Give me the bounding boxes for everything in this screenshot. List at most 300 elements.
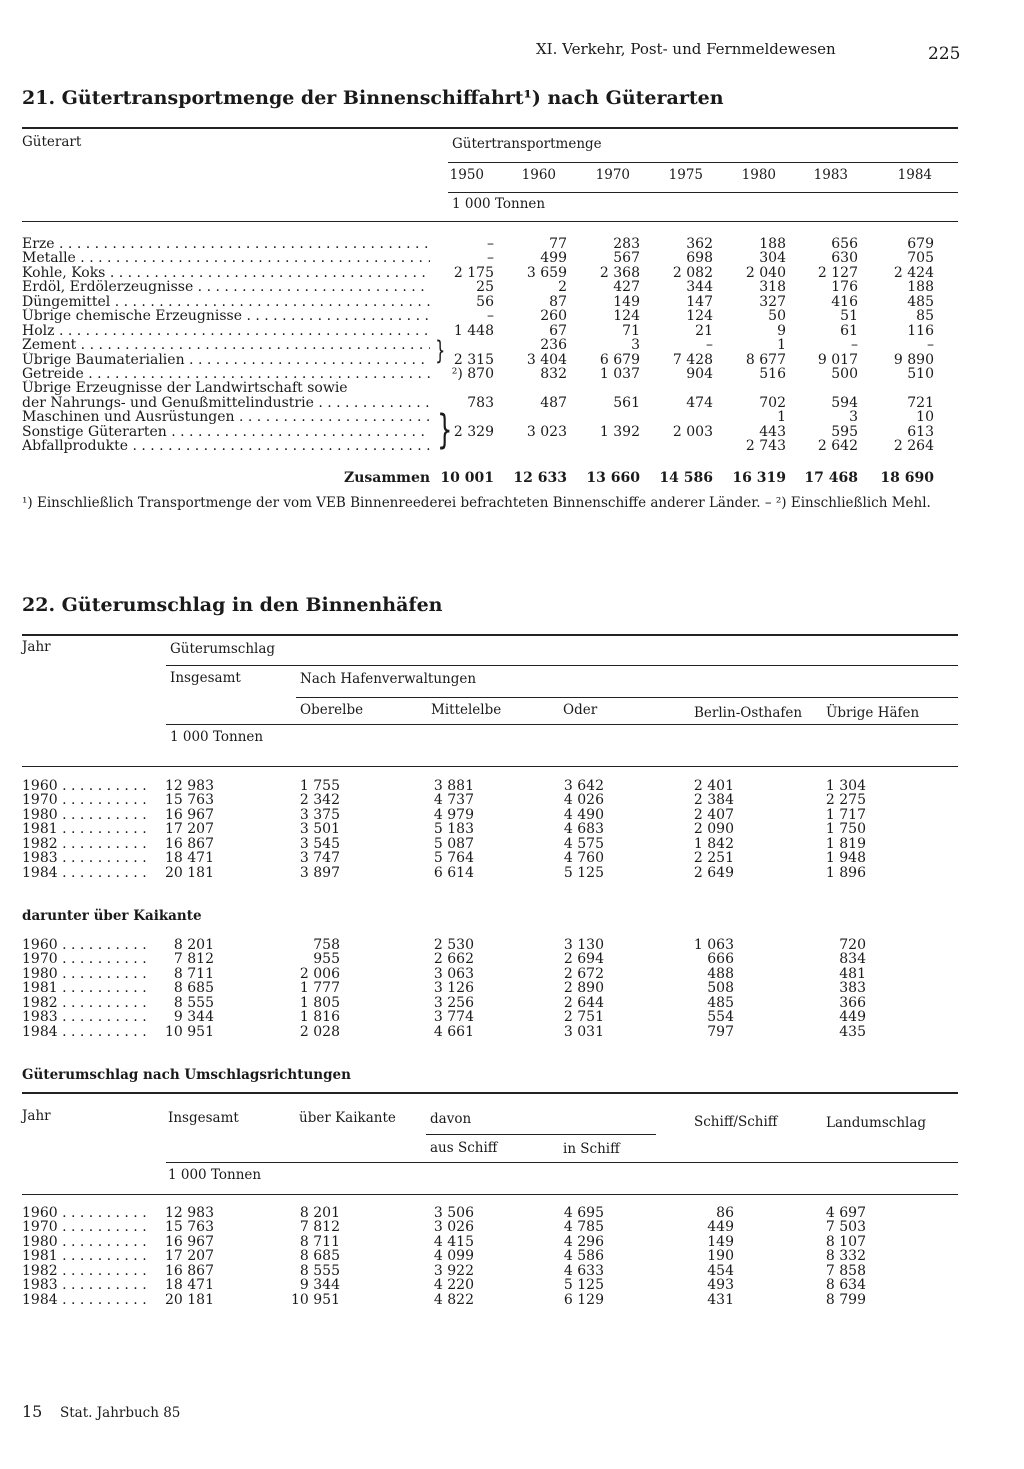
year-cell: 4 760 — [563, 850, 604, 866]
year-row — [0, 792, 1024, 807]
table21-row-label: Übrige Erzeugnisse der Landwirtschaft sowie — [22, 380, 348, 396]
year-label: 1970 . . . — [22, 951, 152, 967]
table21-cell: 485 — [907, 294, 934, 310]
year-cell: 18 471 — [165, 850, 214, 866]
table21-cell: – — [487, 236, 494, 252]
table21-cell: 630 — [831, 250, 858, 266]
year-row — [0, 995, 1024, 1010]
year-cell: 4 415 — [433, 1234, 474, 1250]
year-row — [0, 865, 1024, 880]
year-cell: 4 575 — [563, 836, 604, 852]
table22b-head-bottom-rule — [22, 1194, 958, 1195]
table21-cell: 2 642 — [817, 438, 858, 454]
table21-total-cell: 16 319 — [732, 470, 786, 486]
year-cell: 2 530 — [433, 937, 474, 953]
table21-cell: 783 — [467, 395, 494, 411]
year-label: 1981 . . . — [22, 1248, 152, 1264]
table21-cell: 2 175 — [453, 265, 494, 281]
year-row — [0, 1219, 1024, 1234]
table21-cell: 21 — [695, 323, 713, 339]
footer-number: 15 — [22, 1402, 43, 1421]
table21-row — [0, 424, 1024, 439]
year-cell: 720 — [839, 937, 866, 953]
table21-row — [0, 294, 1024, 309]
year-row — [0, 1248, 1024, 1263]
year-label: 1983 . . . — [22, 1277, 152, 1293]
table21-cell: 61 — [840, 323, 858, 339]
table21-cell: 3 659 — [526, 265, 567, 281]
year-row — [0, 1009, 1024, 1024]
table21-cell: 3 404 — [526, 352, 567, 368]
year-cell: 4 822 — [433, 1292, 474, 1308]
table21-year-header: 1970 — [595, 167, 630, 183]
year-cell: 9 344 — [299, 1277, 340, 1293]
year-cell: 449 — [707, 1219, 734, 1235]
year-cell: 1 842 — [693, 836, 734, 852]
year-cell: 1 750 — [825, 821, 866, 837]
table22b-davon-rule — [426, 1134, 656, 1135]
table21-row — [0, 337, 1024, 352]
table22b-davon: davon — [430, 1111, 472, 1127]
table21-cell: 561 — [613, 395, 640, 411]
table21-cell: 416 — [831, 294, 858, 310]
year-cell: 758 — [313, 937, 340, 953]
table21-cell: 1 448 — [453, 323, 494, 339]
table21-brace-zement: } — [435, 336, 446, 366]
year-cell: 4 586 — [563, 1248, 604, 1264]
table22-port-header: Oder — [563, 702, 598, 718]
table21-cell: 124 — [686, 308, 713, 324]
year-cell: 1 805 — [299, 995, 340, 1011]
table21-row-label: Getreide . . . — [22, 366, 430, 382]
year-cell: 435 — [839, 1024, 866, 1040]
table21-cell: 10 — [916, 409, 934, 425]
table21-total — [0, 470, 1024, 485]
year-cell: 2 090 — [693, 821, 734, 837]
year-cell: 1 304 — [825, 778, 866, 794]
table21-cell: 2 082 — [672, 265, 713, 281]
year-cell: 15 763 — [165, 792, 214, 808]
table21-row — [0, 352, 1024, 367]
year-cell: 2 751 — [563, 1009, 604, 1025]
table21-cell: 2 424 — [893, 265, 934, 281]
year-cell: 2 672 — [563, 966, 604, 982]
table21-group-label: Gütertransportmenge — [452, 136, 602, 152]
table22-port-rule — [166, 724, 958, 725]
table22-kai-label: darunter über Kaikante — [22, 908, 202, 924]
table21-row — [0, 380, 1024, 395]
year-cell: 834 — [839, 951, 866, 967]
table21-cell: 283 — [613, 236, 640, 252]
year-cell: 20 181 — [165, 1292, 214, 1308]
year-cell: 1 777 — [299, 980, 340, 996]
table21-footnote: ¹) Einschließlich Transportmenge der vom VEB Binnenreederei befrachteten Binnenschiffe anderer Länder. – ²) Einschließlich Mehl. — [22, 495, 931, 511]
table21-cell: 327 — [759, 294, 786, 310]
table22-port-header: Oberelbe — [300, 702, 364, 718]
table21-cell: 3 — [849, 409, 858, 425]
table21-cell: 344 — [686, 279, 713, 295]
table21-year-header: 1975 — [668, 167, 703, 183]
table21-cell: 613 — [907, 424, 934, 440]
table21-row — [0, 236, 1024, 251]
year-row — [0, 1024, 1024, 1039]
year-cell: 8 201 — [299, 1205, 340, 1221]
year-row — [0, 807, 1024, 822]
year-cell: 4 683 — [563, 821, 604, 837]
table21-cell: 188 — [759, 236, 786, 252]
table21-year-rule — [448, 192, 958, 193]
year-label: 1984 . . . — [22, 865, 152, 881]
year-cell: 8 201 — [173, 937, 214, 953]
table22-title: 22. Güterumschlag in den Binnenhäfen — [22, 594, 443, 616]
year-cell: 2 644 — [563, 995, 604, 1011]
year-cell: 454 — [707, 1263, 734, 1279]
table22-port-header: Mittelelbe — [431, 702, 502, 718]
table21-total-cell: 17 468 — [804, 470, 858, 486]
table21-cell: 2 127 — [817, 265, 858, 281]
year-cell: 149 — [707, 1234, 734, 1250]
year-cell: 493 — [707, 1277, 734, 1293]
year-cell: 2 407 — [693, 807, 734, 823]
year-cell: 666 — [707, 951, 734, 967]
year-label: 1960 . . . — [22, 937, 152, 953]
table21-cell: 3 023 — [526, 424, 567, 440]
year-cell: 8 332 — [825, 1248, 866, 1264]
year-cell: 3 897 — [299, 865, 340, 881]
table22b-head-rule — [166, 1162, 958, 1163]
table21-total-cell: 13 660 — [586, 470, 640, 486]
table21-row-label: Erze . . . — [22, 236, 430, 252]
table21-cell: 595 — [831, 424, 858, 440]
year-cell: 2 890 — [563, 980, 604, 996]
year-cell: 3 922 — [433, 1263, 474, 1279]
year-cell: 17 207 — [165, 1248, 214, 1264]
year-cell: 3 881 — [433, 778, 474, 794]
year-label: 1980 . . . — [22, 966, 152, 982]
year-cell: 16 967 — [165, 1234, 214, 1250]
table21-cell: 87 — [549, 294, 567, 310]
table21-cell: 51 — [840, 308, 858, 324]
year-cell: 10 951 — [291, 1292, 340, 1308]
year-cell: 4 099 — [433, 1248, 474, 1264]
table21-cell: 149 — [613, 294, 640, 310]
table21-cell: 1 037 — [599, 366, 640, 382]
table21-cell: 116 — [907, 323, 934, 339]
page-number: 225 — [928, 44, 961, 64]
table21-cell: 6 679 — [599, 352, 640, 368]
year-cell: 5 125 — [563, 865, 604, 881]
table21-cell: 427 — [613, 279, 640, 295]
table21-year-header: 1984 — [897, 167, 932, 183]
table21-row-label: Kohle, Koks . . . — [22, 265, 430, 281]
table21-group-rule — [448, 162, 958, 163]
year-cell: 5 764 — [433, 850, 474, 866]
table22b-title: Güterumschlag nach Umschlagsrichtungen — [22, 1067, 351, 1083]
year-label: 1970 . . . — [22, 1219, 152, 1235]
table21-cell: 705 — [907, 250, 934, 266]
table21-row — [0, 250, 1024, 265]
table21-total-label: Zusammen — [344, 470, 431, 486]
year-label: 1984 . . . — [22, 1024, 152, 1040]
table21-row-label: Zement . . . — [22, 337, 430, 353]
table21-row — [0, 323, 1024, 338]
table22-top-rule — [22, 634, 958, 636]
table21-cell: 2 040 — [745, 265, 786, 281]
year-cell: 2 694 — [563, 951, 604, 967]
table21-cell: 56 — [476, 294, 494, 310]
table22-col-label: Jahr — [22, 639, 51, 655]
table21-cell: 904 — [686, 366, 713, 382]
table21-cell: 721 — [907, 395, 934, 411]
table21-row-label: Düngemittel . . . — [22, 294, 430, 310]
year-cell: 1 717 — [825, 807, 866, 823]
year-cell: 8 555 — [173, 995, 214, 1011]
year-cell: 2 401 — [693, 778, 734, 794]
year-cell: 16 967 — [165, 807, 214, 823]
table21-cell: 487 — [540, 395, 567, 411]
year-cell: 1 819 — [825, 836, 866, 852]
year-cell: 4 737 — [433, 792, 474, 808]
table21-cell: 499 — [540, 250, 567, 266]
year-cell: 4 490 — [563, 807, 604, 823]
year-label: 1960 . . . — [22, 1205, 152, 1221]
year-cell: 4 661 — [433, 1024, 474, 1040]
table21-cell: 176 — [831, 279, 858, 295]
year-cell: 1 896 — [825, 865, 866, 881]
table21-row-label: Erdöl, Erdölerzeugnisse . . . — [22, 279, 430, 295]
table21-cell: – — [927, 337, 934, 353]
year-cell: 2 649 — [693, 865, 734, 881]
table21-cell: 188 — [907, 279, 934, 295]
year-row — [0, 836, 1024, 851]
table21-row — [0, 409, 1024, 424]
year-cell: 797 — [707, 1024, 734, 1040]
year-cell: 2 662 — [433, 951, 474, 967]
year-cell: 1 755 — [299, 778, 340, 794]
year-row — [0, 1277, 1024, 1292]
table21-cell: 85 — [916, 308, 934, 324]
table21-row-label: Holz . . . — [22, 323, 430, 339]
year-cell: 8 711 — [299, 1234, 340, 1250]
table21-cell: 3 — [631, 337, 640, 353]
year-cell: 3 545 — [299, 836, 340, 852]
year-label: 1983 . . . — [22, 1009, 152, 1025]
table21-row — [0, 265, 1024, 280]
table21-cell: 832 — [540, 366, 567, 382]
table21-cell: 2 003 — [672, 424, 713, 440]
table21-year-header: 1950 — [449, 167, 484, 183]
year-cell: 190 — [707, 1248, 734, 1264]
table22b-schiff-schiff: Schiff/Schiff — [694, 1114, 778, 1130]
year-label: 1982 . . . — [22, 836, 152, 852]
year-cell: 3 375 — [299, 807, 340, 823]
year-cell: 8 685 — [299, 1248, 340, 1264]
year-row — [0, 980, 1024, 995]
table21-row-label: Abfallprodukte . . . — [22, 438, 430, 454]
table21-cell: ²) 870 — [451, 366, 494, 382]
table21-cell: 1 — [777, 409, 786, 425]
table21-cell: 260 — [540, 308, 567, 324]
year-cell: 8 711 — [173, 966, 214, 982]
year-cell: 3 026 — [433, 1219, 474, 1235]
year-cell: 3 256 — [433, 995, 474, 1011]
year-cell: 3 501 — [299, 821, 340, 837]
table21-row-label: der Nahrungs- und Genußmittelindustrie . . . — [22, 395, 430, 411]
table22-subgroup-label: Nach Hafenverwaltungen — [300, 671, 477, 687]
table21-cell: 2 368 — [599, 265, 640, 281]
table22b-in-schiff: in Schiff — [563, 1141, 620, 1157]
table21-cell: – — [487, 250, 494, 266]
year-cell: 3 642 — [563, 778, 604, 794]
year-row — [0, 1234, 1024, 1249]
year-cell: 2 028 — [299, 1024, 340, 1040]
year-cell: 8 685 — [173, 980, 214, 996]
year-cell: 7 812 — [173, 951, 214, 967]
year-cell: 481 — [839, 966, 866, 982]
year-row — [0, 951, 1024, 966]
year-cell: 7 858 — [825, 1263, 866, 1279]
year-cell: 2 275 — [825, 792, 866, 808]
table22-group-label: Güterumschlag — [170, 641, 276, 657]
table21-cell: 2 315 — [453, 352, 494, 368]
year-cell: 20 181 — [165, 865, 214, 881]
table21-row-label: Übrige Baumaterialien . . . — [22, 352, 430, 368]
table21-cell: 9 890 — [893, 352, 934, 368]
year-cell: 4 026 — [563, 792, 604, 808]
table21-row-label: Maschinen und Ausrüstungen . . . — [22, 409, 430, 425]
table21-total-cell: 18 690 — [880, 470, 934, 486]
year-cell: 4 785 — [563, 1219, 604, 1235]
table21-cell: 2 264 — [893, 438, 934, 454]
year-cell: 8 634 — [825, 1277, 866, 1293]
year-label: 1982 . . . — [22, 995, 152, 1011]
table22-head-bottom-rule — [22, 766, 958, 767]
table21-cell: – — [487, 308, 494, 324]
table21-cell: 124 — [613, 308, 640, 324]
year-cell: 5 125 — [563, 1277, 604, 1293]
table21-cell: – — [851, 337, 858, 353]
year-cell: 3 063 — [433, 966, 474, 982]
year-cell: 4 695 — [563, 1205, 604, 1221]
year-cell: 2 342 — [299, 792, 340, 808]
table21-row — [0, 395, 1024, 410]
table21-cell: 67 — [549, 323, 567, 339]
year-label: 1982 . . . — [22, 1263, 152, 1279]
year-row — [0, 1205, 1024, 1220]
table21-cell: – — [706, 337, 713, 353]
table21-cell: 656 — [831, 236, 858, 252]
year-cell: 16 867 — [165, 836, 214, 852]
table22b-aus-schiff: aus Schiff — [430, 1140, 498, 1156]
year-cell: 5 087 — [433, 836, 474, 852]
year-label: 1980 . . . — [22, 807, 152, 823]
year-label: 1980 . . . — [22, 1234, 152, 1250]
table21-row-label: Übrige chemische Erzeugnisse . . . — [22, 308, 430, 324]
table21-year-header: 1960 — [521, 167, 556, 183]
year-cell: 4 220 — [433, 1277, 474, 1293]
table21-year-header: 1980 — [741, 167, 776, 183]
table21-cell: 500 — [831, 366, 858, 382]
table21-cell: 147 — [686, 294, 713, 310]
year-cell: 366 — [839, 995, 866, 1011]
table21-cell: 318 — [759, 279, 786, 295]
year-cell: 383 — [839, 980, 866, 996]
table21-cell: 702 — [759, 395, 786, 411]
table21-cell: 567 — [613, 250, 640, 266]
table21-top-rule — [22, 127, 958, 129]
table21-row-label: Sonstige Güterarten . . . — [22, 424, 430, 440]
year-cell: 12 983 — [165, 778, 214, 794]
table21-cell: 474 — [686, 395, 713, 411]
year-cell: 2 384 — [693, 792, 734, 808]
table21-total-cell: 12 633 — [513, 470, 567, 486]
table21-cell: 7 428 — [672, 352, 713, 368]
table21-cell: 679 — [907, 236, 934, 252]
table21-cell: 2 329 — [453, 424, 494, 440]
table22b-landumschlag: Landumschlag — [826, 1115, 927, 1131]
year-row — [0, 778, 1024, 793]
table21-total-cell: 10 001 — [440, 470, 494, 486]
table21-cell: 304 — [759, 250, 786, 266]
table21-cell: 594 — [831, 395, 858, 411]
table22-subgroup-rule — [296, 697, 958, 698]
table21-year-header: 1983 — [813, 167, 848, 183]
table21-cell: 2 — [558, 279, 567, 295]
table22b-top-rule — [22, 1092, 958, 1094]
year-label: 1970 . . . — [22, 792, 152, 808]
year-cell: 8 799 — [825, 1292, 866, 1308]
year-cell: 16 867 — [165, 1263, 214, 1279]
table21-cell: 516 — [759, 366, 786, 382]
table22-port-header: Übrige Häfen — [826, 705, 920, 721]
year-cell: 8 107 — [825, 1234, 866, 1250]
year-label: 1960 . . . — [22, 778, 152, 794]
year-cell: 15 763 — [165, 1219, 214, 1235]
year-cell: 3 130 — [563, 937, 604, 953]
table21-cell: 236 — [540, 337, 567, 353]
table21-cell: 443 — [759, 424, 786, 440]
table21-cell: 71 — [622, 323, 640, 339]
table21-cell: 362 — [686, 236, 713, 252]
table21-cell: 9 017 — [817, 352, 858, 368]
year-label: 1983 . . . — [22, 850, 152, 866]
table22-unit: 1 000 Tonnen — [170, 729, 264, 745]
year-cell: 7 812 — [299, 1219, 340, 1235]
year-cell: 3 506 — [433, 1205, 474, 1221]
year-cell: 3 031 — [563, 1024, 604, 1040]
year-cell: 5 183 — [433, 821, 474, 837]
year-label: 1981 . . . — [22, 821, 152, 837]
year-row — [0, 1263, 1024, 1278]
year-cell: 12 983 — [165, 1205, 214, 1221]
table21-cell: 2 743 — [745, 438, 786, 454]
table21-cell: 8 677 — [745, 352, 786, 368]
table21-cell: 510 — [907, 366, 934, 382]
year-cell: 18 471 — [165, 1277, 214, 1293]
year-row — [0, 937, 1024, 952]
year-cell: 508 — [707, 980, 734, 996]
year-cell: 2 251 — [693, 850, 734, 866]
footer-text: Stat. Jahrbuch 85 — [60, 1405, 181, 1421]
table22-group-rule — [166, 665, 958, 666]
year-row — [0, 850, 1024, 865]
table21-cell: 25 — [476, 279, 494, 295]
table21-cell: 1 392 — [599, 424, 640, 440]
table21-row — [0, 438, 1024, 453]
year-cell: 86 — [716, 1205, 734, 1221]
year-row — [0, 966, 1024, 981]
year-cell: 4 296 — [563, 1234, 604, 1250]
